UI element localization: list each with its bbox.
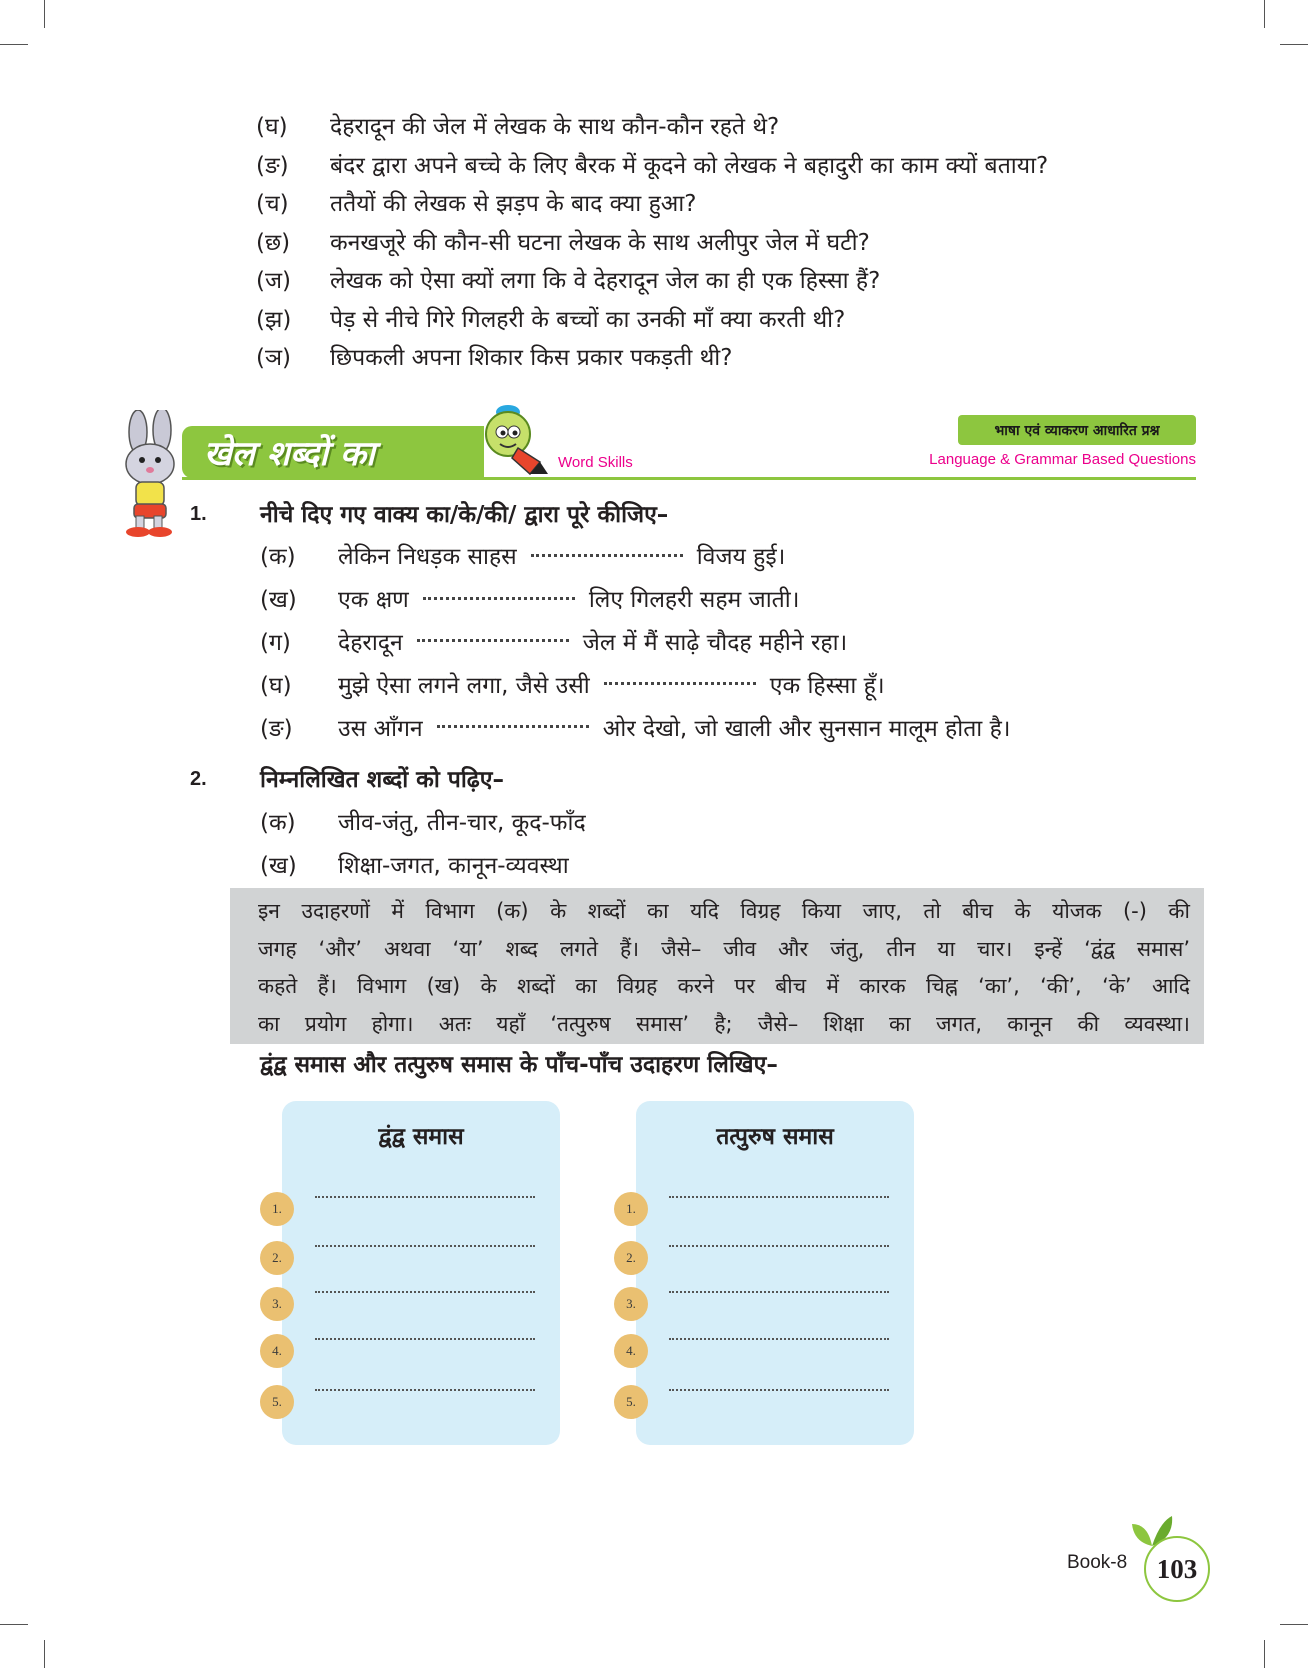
- answer-row: [260, 1334, 550, 1370]
- rabbit-mascot-icon: [108, 410, 200, 538]
- answer-line[interactable]: [669, 1245, 889, 1247]
- fill-blank-item: [260, 577, 1200, 620]
- box-title: तत्पुरुष समास: [716, 1124, 834, 1150]
- item-text-after: एक हिस्सा हूँ।: [769, 672, 885, 699]
- item-text-before: उस आँगन: [338, 715, 423, 742]
- item-text: शिक्षा-जगत, कानून-व्यवस्था: [338, 853, 569, 880]
- answer-row: [260, 1241, 550, 1277]
- explanation-line: कहते हैं। विभाग (ख) के शब्दों का विग्रह करने पर बीच में कारक चिह्न ‘का’, ‘की’, ‘के’ आदि: [258, 974, 1190, 998]
- question-text: लेखक को ऐसा क्यों लगा कि वे देहरादून जेल का ही एक हिस्सा हैं?: [330, 268, 881, 295]
- question-row: [256, 337, 1216, 376]
- answer-line[interactable]: [315, 1389, 535, 1391]
- item-text-before: देहरादून: [338, 629, 403, 656]
- question-text: कनखजूरे की कौन-सी घटना लेखक के साथ अलीपुर जेल में घटी?: [330, 229, 870, 256]
- answer-line[interactable]: [315, 1291, 535, 1293]
- question-heading: निम्नलिखित शब्दों को पढ़िए–: [260, 767, 504, 793]
- item-label: (ङ): [260, 715, 293, 742]
- answer-row: [260, 1385, 550, 1421]
- number-circle: 3.: [614, 1287, 648, 1321]
- item-text-after: विजय हुई।: [696, 544, 786, 571]
- answer-row: [614, 1334, 904, 1370]
- page-number: 103: [1144, 1536, 1210, 1602]
- explanation-line: इन उदाहरणों में विभाग (क) के शब्दों का यदि विग्रह किया जाए, तो बीच के योजक (-) की: [258, 899, 1190, 923]
- question-text: देहरादून की जेल में लेखक के साथ कौन-कौन रहते थे?: [330, 114, 780, 141]
- tatpurush-box: [626, 1101, 914, 1445]
- fill-blank-item: [260, 620, 1200, 663]
- explanation-line: का प्रयोग होगा। अतः यहाँ ‘तत्पुरुष समास’ है; जैसे– शिक्षा का जगत, कानून की व्यवस्था।: [258, 1011, 1190, 1036]
- question-label: (ज): [256, 268, 292, 295]
- answer-row: [614, 1385, 904, 1421]
- blank-line[interactable]: [604, 682, 756, 685]
- fill-blank-item: [260, 534, 1200, 577]
- number-circle: 4.: [260, 1334, 294, 1368]
- question-number: 2.: [190, 768, 207, 790]
- item-label: (ग): [260, 629, 291, 656]
- section-divider: [182, 477, 1196, 480]
- crop-mark: [1280, 1624, 1308, 1625]
- pencil-mascot-icon: [478, 402, 554, 476]
- question-number: 1.: [190, 503, 207, 525]
- question-label: (ञ): [256, 345, 292, 372]
- comprehension-questions: [256, 106, 1216, 376]
- item-text-before: एक क्षण: [338, 587, 409, 614]
- explanation-box: [230, 888, 1204, 1044]
- item-text-after: लिए गिलहरी सहम जाती।: [588, 587, 800, 614]
- question-row: [256, 145, 1216, 184]
- question-text: छिपकली अपना शिकार किस प्रकार पकड़ती थी?: [330, 345, 733, 372]
- answer-line[interactable]: [315, 1245, 535, 1247]
- answer-row: [614, 1287, 904, 1323]
- item-text: जीव-जंतु, तीन-चार, कूद-फाँद: [338, 810, 586, 837]
- question-row: [256, 106, 1216, 145]
- answer-line[interactable]: [669, 1338, 889, 1340]
- answer-row: [614, 1241, 904, 1277]
- answer-row: [260, 1192, 550, 1228]
- question-row: [256, 183, 1216, 222]
- question-label: (घ): [256, 114, 288, 141]
- dvandva-box: [272, 1101, 560, 1445]
- answer-line[interactable]: [315, 1338, 535, 1340]
- section-banner: [182, 426, 484, 478]
- exercise-instruction: द्वंद्व समास और तत्पुरुष समास के पाँच-पाँच उदाहरण लिखिए–: [260, 1052, 778, 1078]
- box-title: द्वंद्व समास: [378, 1124, 464, 1150]
- crop-mark: [44, 1640, 45, 1668]
- question-label: (छ): [256, 229, 291, 256]
- answer-line[interactable]: [669, 1196, 889, 1198]
- number-circle: 3.: [260, 1287, 294, 1321]
- number-circle: 1.: [260, 1192, 294, 1226]
- question-text: ततैयों की लेखक से झड़प के बाद क्या हुआ?: [330, 191, 697, 218]
- book-label: Book-8: [1067, 1552, 1128, 1573]
- number-circle: 5.: [260, 1385, 294, 1419]
- answer-line[interactable]: [315, 1196, 535, 1198]
- item-text-before: लेकिन निधड़क साहस: [338, 544, 517, 571]
- answer-line[interactable]: [669, 1291, 889, 1293]
- number-circle: 1.: [614, 1192, 648, 1226]
- question-text: पेड़ से नीचे गिरे गिलहरी के बच्चों का उनकी माँ क्या करती थी?: [330, 306, 846, 333]
- word-list: [260, 800, 1200, 886]
- number-circle: 2.: [614, 1241, 648, 1275]
- grammar-badge-subtitle: Language & Grammar Based Questions: [929, 451, 1196, 468]
- crop-mark: [0, 44, 28, 45]
- question-row: [256, 260, 1216, 299]
- answer-row: [260, 1287, 550, 1323]
- question-label: (ङ): [256, 152, 289, 179]
- item-label: (घ): [260, 672, 292, 699]
- question-text: बंदर द्वारा अपने बच्चे के लिए बैरक में कूदने को लेखक ने बहादुरी का काम क्यों बताया?: [330, 152, 1049, 179]
- answer-row: [614, 1192, 904, 1228]
- number-circle: 2.: [260, 1241, 294, 1275]
- section-title: खेल शब्दों का: [204, 434, 375, 474]
- explanation-line: जगह ‘और’ अथवा ‘या’ शब्द लगते हैं। जैसे– जीव और जंतु, तीन या चार। इन्हें ‘द्वंद्व समास’: [258, 936, 1190, 961]
- blank-line[interactable]: [417, 639, 569, 642]
- question-heading: नीचे दिए गए वाक्य का/के/की/ द्वारा पूरे कीजिए–: [260, 502, 669, 528]
- number-circle: 4.: [614, 1334, 648, 1368]
- item-text-after: जेल में मैं साढ़े चौदह महीने रहा।: [582, 629, 848, 656]
- blank-line[interactable]: [423, 597, 575, 600]
- number-circle: 5.: [614, 1385, 648, 1419]
- section-subtitle: Word Skills: [558, 454, 633, 471]
- blank-line[interactable]: [437, 725, 589, 728]
- crop-mark: [1264, 1640, 1265, 1668]
- word-list-item: [260, 800, 1200, 843]
- blank-line[interactable]: [531, 554, 683, 557]
- fill-blank-list: [260, 534, 1200, 748]
- question-row: [256, 222, 1216, 261]
- question-row: [256, 299, 1216, 338]
- item-label: (क): [260, 810, 296, 837]
- item-label: (क): [260, 544, 296, 571]
- item-label: (ख): [260, 853, 297, 880]
- crop-mark: [44, 0, 45, 28]
- answer-line[interactable]: [669, 1389, 889, 1391]
- item-text-before: मुझे ऐसा लगने लगा, जैसे उसी: [338, 672, 590, 699]
- crop-mark: [1264, 0, 1265, 28]
- fill-blank-item: [260, 705, 1200, 748]
- word-list-item: [260, 843, 1200, 886]
- question-label: (च): [256, 191, 289, 218]
- fill-blank-item: [260, 662, 1200, 705]
- crop-mark: [0, 1624, 28, 1625]
- item-text-after: ओर देखो, जो खाली और सुनसान मालूम होता है।: [602, 715, 1011, 742]
- question-label: (झ): [256, 306, 292, 333]
- grammar-badge: भाषा एवं व्याकरण आधारित प्रश्न: [958, 415, 1196, 445]
- item-label: (ख): [260, 587, 297, 614]
- crop-mark: [1280, 44, 1308, 45]
